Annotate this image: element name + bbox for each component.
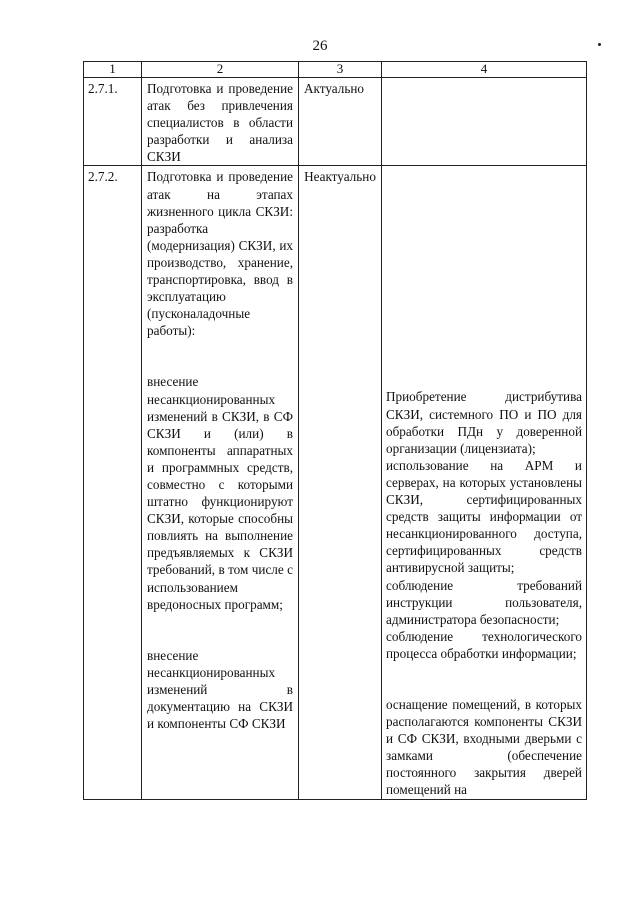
column-header-1: 1 [84,62,142,78]
relevance-status: Неактуально [299,166,382,799]
threat-description-intro: Подготовка и проведение атак на этапах жизненного цикла СКЗИ: разработка (модернизация) СКЗИ, их производство, хранение, транспортировка, ввод в эксплуатацию (пусконаладочные работы): [147,169,293,339]
threat-description-text: Подготовка и проведение атак без привлечения специалистов в области разработки и анализа СКЗИ [147,81,293,165]
scan-speck [598,43,601,46]
threat-description [142,78,299,166]
measure-item: Приобретение дистрибутива СКЗИ, системного ПО и ПО для обработки ПДн у доверенной организации (лицензиата); [386,389,582,456]
measure-item: соблюдение требований инструкции пользователя, администратора безопасности; [386,577,582,627]
measure-item: соблюдение технологического процесса обработки информации; [386,628,582,661]
table-row [84,78,587,166]
measure-item: оснащение помещений, в которых располагаются компоненты СКЗИ и СФ СКЗИ, входными дверьми с замками (обеспечение постоянного закрытия дверей помещений на [386,696,582,798]
column-header-3: 3 [299,62,382,78]
column-header-4: 4 [382,62,587,78]
relevance-status: Актуально [299,78,382,166]
threat-description [142,166,299,799]
protection-measures [382,166,587,799]
threat-subitem: внесение несанкционированных изменений в документацию на СКЗИ и компоненты СФ СКЗИ [147,647,293,732]
table-row [84,166,587,799]
table-header-row [84,62,587,78]
protection-measures [382,78,587,166]
row-number: 2.7.1. [84,78,142,166]
row-number: 2.7.2. [84,166,142,799]
column-header-2: 2 [142,62,299,78]
threat-subitem: внесение несанкционированных изменений в СКЗИ, в СФ СКЗИ и (или) в компоненты аппаратных и программных средств, совместно с которыми штатно функционируют СКЗИ, которые способны повлиять на выполнение предъявляемых к СКЗИ требований, в том числе с использованием вредоносных программ; [147,374,293,612]
threat-table [83,61,587,800]
measure-item: использование на АРМ и серверах, на которых установлены СКЗИ, сертифицированных средств защиты информации от несанкционированного доступа, сертифицированных средств антивирусной защиты; [386,457,582,576]
page-number: 26 [312,38,328,54]
